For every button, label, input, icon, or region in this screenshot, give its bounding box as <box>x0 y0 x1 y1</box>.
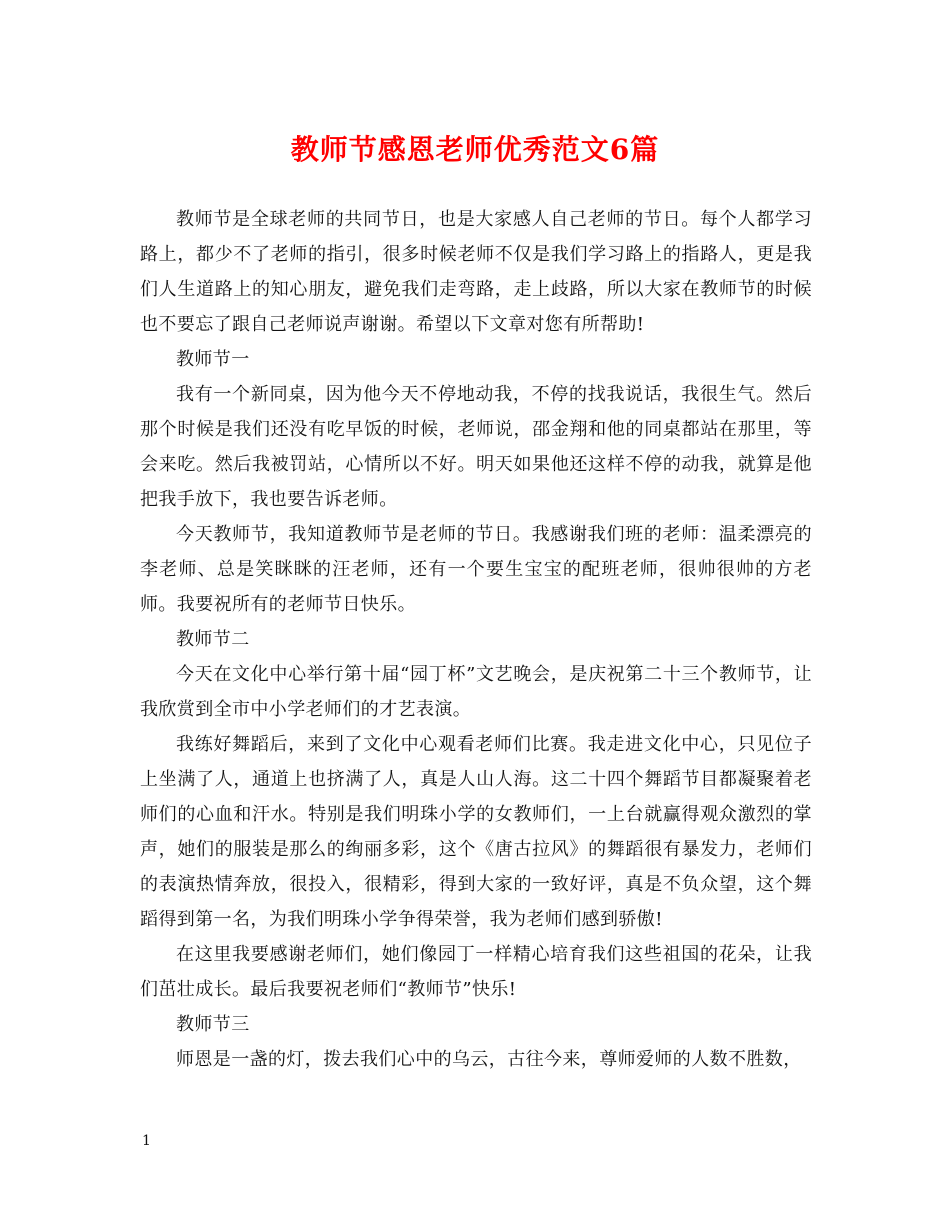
intro-paragraph: 教师节是全球老师的共同节日，也是大家感人自己老师的节日。每个人都学习路上，都少不了老师的指引，很多时候老师不仅是我们学习路上的指路人，更是我们人生道路上的知心朋友，避免我们走弯路，走上歧路，所以大家在教师节的时候也不要忘了跟自己老师说声谢谢。希望以下文章对您有所帮助! <box>140 209 812 335</box>
section-heading-1: 教师节一 <box>176 349 250 370</box>
section-heading-2: 教师节二 <box>176 629 250 650</box>
page-number: 1 <box>142 1133 151 1149</box>
body-paragraph: 我有一个新同桌，因为他今天不停地动我，不停的找我说话，我很生气。然后那个时候是我们还没有吃早饭的时候，老师说，邵金翔和他的同桌都站在那里，等会来吃。然后我被罚站，心情所以不好。明天如果他还这样不停的动我，就算是他把我手放下，我也要告诉老师。 <box>140 384 812 510</box>
document-body <box>140 202 812 1077</box>
section-heading-3: 教师节三 <box>176 1014 250 1035</box>
body-paragraph: 今天教师节，我知道教师节是老师的节日。我感谢我们班的老师：温柔漂亮的李老师、总是笑眯眯的汪老师，还有一个要生宝宝的配班老师，很帅很帅的方老师。我要祝所有的老师节日快乐。 <box>140 524 812 615</box>
body-paragraph: 师恩是一盏的灯，拨去我们心中的乌云，古往今来，尊师爱师的人数不胜数， <box>176 1049 802 1070</box>
document-title: 教师节感恩老师优秀范文6篇 <box>290 133 660 166</box>
body-paragraph: 我练好舞蹈后，来到了文化中心观看老师们比赛。我走进文化中心，只见位子上坐满了人，通道上也挤满了人，真是人山人海。这二十四个舞蹈节目都凝聚着老师们的心血和汗水。特别是我们明珠小学的女教师们，一上台就赢得观众激烈的掌声，她们的服装是那么的绚丽多彩，这个《唐古拉风》的舞蹈很有暴发力，老师们的表演热情奔放，很投入，很精彩，得到大家的一致好评，真是不负众望，这个舞蹈得到第一名，为我们明珠小学争得荣誉，我为老师们感到骄傲! <box>140 734 812 930</box>
body-paragraph: 今天在文化中心举行第十届“园丁杯”文艺晚会，是庆祝第二十三个教师节，让我欣赏到全市中小学老师们的才艺表演。 <box>140 664 812 720</box>
body-paragraph: 在这里我要感谢老师们，她们像园丁一样精心培育我们这些祖国的花朵，让我们茁壮成长。最后我要祝老师们“教师节”快乐! <box>140 944 812 1000</box>
